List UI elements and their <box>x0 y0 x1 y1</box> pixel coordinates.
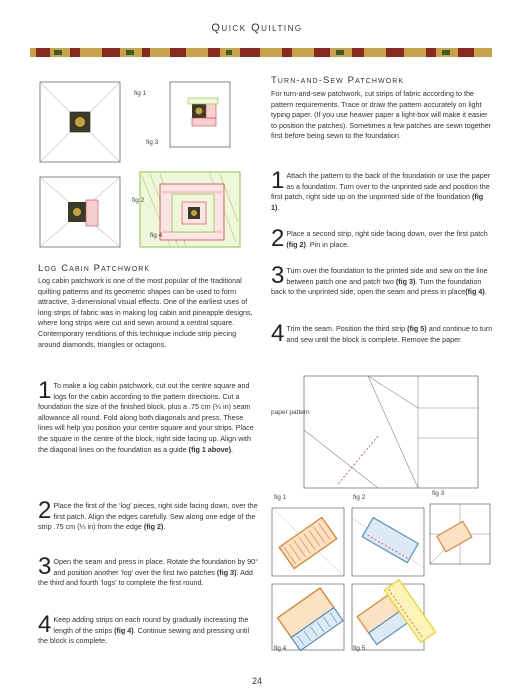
turn-and-sew-step-1: 1 Attach the pattern to the back of the foundation or use the paper as a foundation. Turn over to the unprinted side and position the first patch, right side up on the unprinted side of the foundation (fig 1). <box>271 167 491 212</box>
log-cabin-fig-2 <box>40 177 120 247</box>
log-cabin-fig-3 <box>170 82 230 147</box>
step-number: 1 <box>271 167 285 194</box>
log-cabin-figures <box>30 72 255 252</box>
step-number: 1 <box>38 377 52 404</box>
decorative-banner <box>30 48 492 57</box>
turn-and-sew-step-3: 3 Turn over the foundation to the printed side and sew on the line between patch one and patch two (fig 3). Turn the foundation back to the unprinted side, open the seam and press in place(fig 4). <box>271 262 488 297</box>
right-fig-3-caption: fig 3 <box>432 490 445 497</box>
step-number: 4 <box>271 320 285 347</box>
left-fig-4-caption: fig 4 <box>150 232 163 239</box>
left-fig-2-caption: fig 2 <box>132 197 145 204</box>
paper-pattern-figure <box>304 376 478 488</box>
right-fig-4-caption: fig 4 <box>274 645 287 652</box>
log-cabin-step-3: 3 Open the seam and press in place. Rotate the foundation by 90° and position another ‘log’ over the first two patches (fig 3). Add the third and fourth ‘logs’ to complete the first round. <box>38 553 259 588</box>
step-number: 2 <box>38 497 52 524</box>
log-cabin-step-1: 1 To make a log cabin patchwork, cut out the centre square and logs for the cabin according to the pattern directions. Cut a foundation the size of the finished block, plus a .75 cm (¼ in) seam allowance all round. Fold along both diagonals and press. These lines will help you position your centre square and your strips. Place the square in the centre of the block, right side facing up. Align with the diagonal lines on the foundation as a guide (fig 1 above). <box>38 377 254 454</box>
log-cabin-title: Log Cabin Patchwork <box>38 263 151 274</box>
left-fig-3-caption: fig 3 <box>146 139 159 146</box>
step-number: 3 <box>38 553 52 580</box>
right-fig-2-caption: fig 2 <box>353 494 366 501</box>
right-fig-5-caption: fig 5 <box>353 645 366 652</box>
step-number: 3 <box>271 262 285 289</box>
page-number: 24 <box>251 676 262 686</box>
paper-pattern-label: paper pattern <box>271 409 310 416</box>
turn-and-sew-fig-4 <box>272 584 344 651</box>
log-cabin-step-4: 4 Keep adding strips on each round by gradually increasing the length of the strips (fig 4). Continue sewing and pressing until the block is complete. <box>38 611 250 646</box>
turn-and-sew-title: Turn-and-Sew Patchwork <box>271 75 405 86</box>
turn-and-sew-intro: For turn-and-sew patchwork, cut strips of fabric according to the pattern requirements. Trace or draw the pattern accurately on light typing paper. (If you use heavier paper a light-box will make it easier to position the patches). Sometimes a few patches are sewn together first before being sewn to the foundation. <box>271 89 492 141</box>
running-header: Quick Quilting <box>211 22 303 34</box>
turn-and-sew-fig-5 <box>352 580 436 650</box>
step-number: 2 <box>271 225 285 252</box>
left-fig-1-caption: fig 1 <box>134 90 147 97</box>
right-fig-1-caption: fig 1 <box>274 494 287 501</box>
turn-and-sew-step-2: 2 Place a second strip, right side facing down, over the first patch (fig 2). Pin in place. <box>271 225 488 252</box>
turn-and-sew-step-4: 4 Trim the seam. Position the third strip (fig 5) and continue to turn and sew until the block is complete. Remove the paper. <box>271 320 493 347</box>
log-cabin-fig-1 <box>40 82 120 162</box>
log-cabin-step-2: 2 Place the first of the ‘log’ pieces, right side facing down, over the first patch. Align the edges carefully. Sew along one edge of the strip .75 cm (¼ in) from the edge (fig 2). <box>38 497 258 532</box>
step-number: 4 <box>38 611 52 638</box>
log-cabin-intro: Log cabin patchwork is one of the most popular of the traditional quilting patterns and its geometric shapes can be used to form attractive, 3-dimensional visual effects. One of the earliest uses of long strips of fabric was in making log cabin and pineapple designs, where long strips were cut and sewn around a central square. Contemporary renditions of this technique include strip piecing around diamonds, triangles or octagons. <box>38 276 253 349</box>
